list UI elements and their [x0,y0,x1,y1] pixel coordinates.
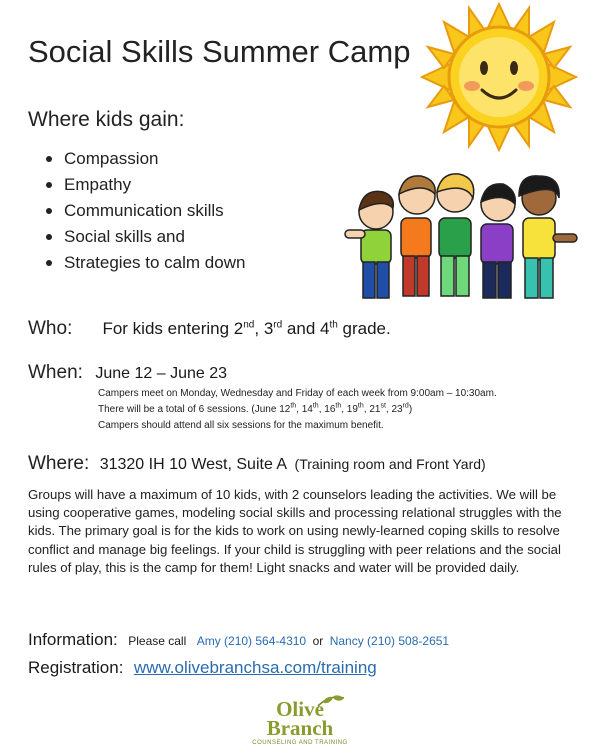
schedule-line: Campers meet on Monday, Wednesday and Friday of each week from 9:00am – 10:30am. [98,388,497,399]
subtitle: Where kids gain: [28,108,185,131]
where-section [28,453,486,475]
when-section [28,362,227,384]
or-text: or [312,634,324,648]
when-label: When: [28,362,83,383]
list-item: Empathy [42,172,245,198]
registration-label: Registration: [28,658,124,677]
page-title: Social Skills Summer Camp [28,34,411,69]
list-item: Compassion [42,146,245,172]
list-item: Communication skills [42,198,245,224]
registration-section [28,658,377,678]
olive-branch-logo [244,694,356,750]
when-dates: June 12 – June 23 [95,365,228,382]
where-label: Where: [28,453,90,474]
benefits-list [42,146,245,276]
information-prefix: Please call [128,634,187,648]
description-paragraph: Groups will have a maximum of 10 kids, with 2 counselors leading the activities. We will be using cooperative games, modeling social skills and processing relational struggles with the kids. The primary goal is for the kids to work on using newly-learned coping skills to resolve conflict and manage big feelings. If your child is struggling with peer relations and the social rules of play, this is the camp for them! Light snacks and water will be provided daily. [28,487,562,575]
list-item: Social skills and [42,224,245,250]
contact-nancy[interactable]: Nancy (210) 508-2651 [329,634,450,648]
who-section [28,318,391,340]
where-note: (Training room and Front Yard) [294,456,486,472]
information-section [28,630,449,650]
where-address: 31320 IH 10 West, Suite A [99,456,288,473]
who-text: For kids entering 2nd, 3rd and 4th grade. [102,319,391,338]
list-item: Strategies to calm down [42,250,245,276]
who-label: Who: [28,318,73,339]
logo-tagline: COUNSELING AND TRAINING [252,740,348,746]
information-label: Information: [28,630,118,649]
contact-amy[interactable]: Amy (210) 564-4310 [196,634,307,648]
when-details [98,386,497,434]
olive-leaf-icon [316,694,346,708]
sessions-line: There will be a total of 6 sessions. (June 12th, 14th, 16th, 19th, 21st, 23rd) [98,402,413,415]
registration-link[interactable]: www.olivebranchsa.com/training [133,658,377,677]
logo-line1: Olive [276,697,324,721]
sun-illustration [414,2,584,152]
logo-line2: Branch [266,716,334,740]
attendance-line: Campers should attend all six sessions for the maximum benefit. [98,420,384,431]
kids-illustration [343,168,583,308]
